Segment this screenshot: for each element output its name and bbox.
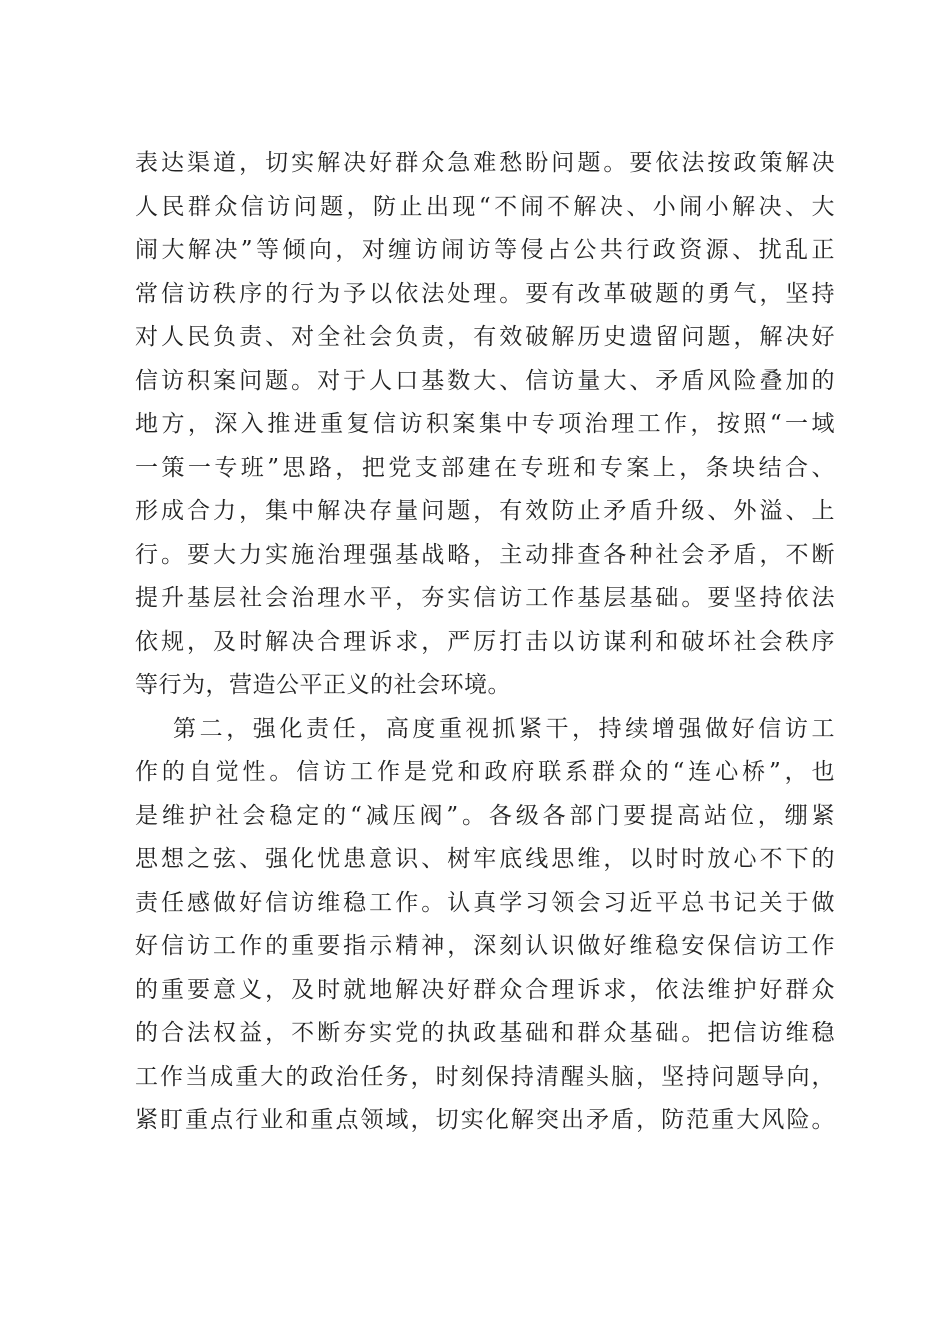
text-line: 行。要大力实施治理强基战略，主动排查各种社会矛盾，不断 <box>135 541 835 568</box>
text-line: 对人民负责、对全社会负责，有效破解历史遗留问题，解决好 <box>135 324 835 350</box>
text-line: 作的自觉性。信访工作是党和政府联系群众的“连心桥”，也 <box>135 759 835 785</box>
paragraph-heading-line: 第二，强化责任，高度重视抓紧干，持续增强做好信访工 <box>173 715 835 742</box>
text-line: 紧盯重点行业和重点领域，切实化解突出矛盾，防范重大风险。 <box>135 1107 835 1133</box>
text-line: 工作当成重大的政治任务，时刻保持清醒头脑，坚持问题导向， <box>135 1063 835 1090</box>
text-line: 信访积案问题。对于人口基数大、信访量大、矛盾风险叠加的 <box>135 367 835 394</box>
text-line: 是维护社会稳定的“减压阀”。各级各部门要提高站位，绷紧 <box>135 802 835 829</box>
text-line: 等行为，营造公平正义的社会环境。 <box>135 672 511 698</box>
text-line: 闹大解决”等倾向，对缠访闹访等侵占公共行政资源、扰乱正 <box>135 237 835 263</box>
text-line: 依规，及时解决合理诉求，严厉打击以访谋利和破坏社会秩序 <box>135 628 835 655</box>
text-line: 一策一专班”思路，把党支部建在专班和专案上，条块结合、 <box>135 454 835 481</box>
text-line: 形成合力，集中解决存量问题，有效防止矛盾升级、外溢、上 <box>135 498 835 524</box>
text-line: 人民群众信访问题，防止出现“不闹不解决、小闹小解决、大 <box>135 193 835 220</box>
text-line: 地方，深入推进重复信访积案集中专项治理工作，按照“一域 <box>135 411 835 437</box>
text-line: 的重要意义，及时就地解决好群众合理诉求，依法维护好群众 <box>135 976 835 1003</box>
text-line: 常信访秩序的行为予以依法处理。要有改革破题的勇气，坚持 <box>135 280 835 307</box>
text-line: 的合法权益，不断夯实党的执政基础和群众基础。把信访维稳 <box>135 1020 835 1046</box>
text-line: 好信访工作的重要指示精神，深刻认识做好维稳安保信访工作 <box>135 933 835 959</box>
text-line: 责任感做好信访维稳工作。认真学习领会习近平总书记关于做 <box>135 889 835 916</box>
text-line: 思想之弦、强化忧患意识、树牢底线思维，以时时放心不下的 <box>135 846 835 872</box>
text-line: 提升基层社会治理水平，夯实信访工作基层基础。要坚持依法 <box>135 585 835 611</box>
text-line: 表达渠道，切实解决好群众急难愁盼问题。要依法按政策解决 <box>135 150 835 176</box>
body-text <box>135 142 835 1143</box>
